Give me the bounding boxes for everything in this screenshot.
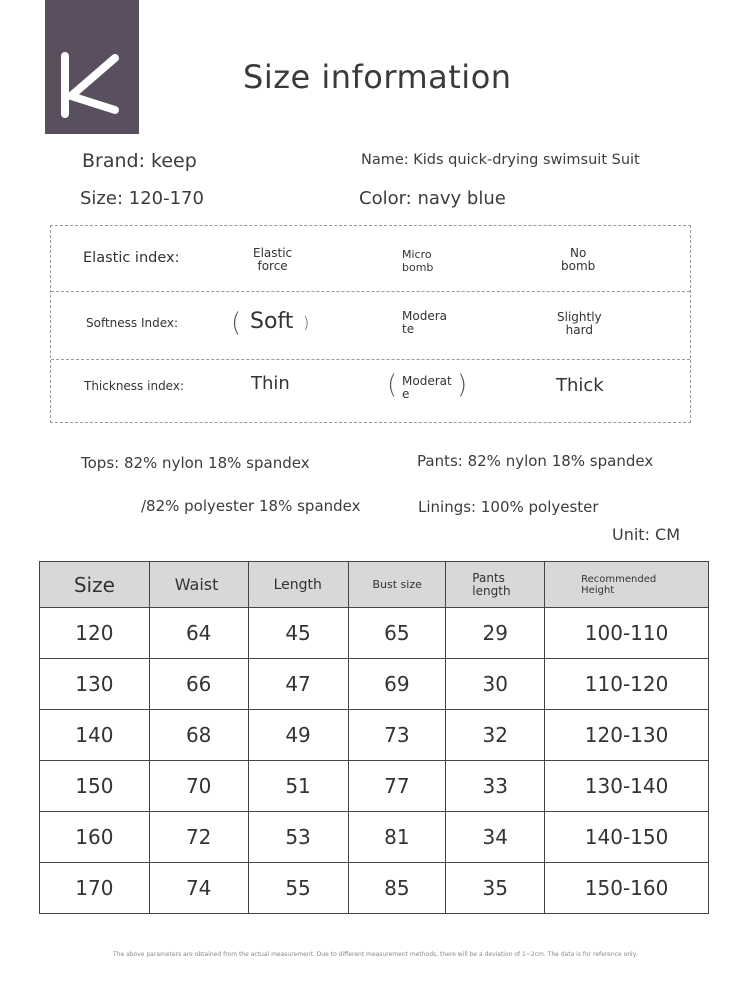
selection-paren-right: ) [303, 313, 310, 332]
table-cell: 30 [446, 659, 545, 710]
table-cell: 85 [348, 863, 446, 914]
table-header-waist: Waist [149, 562, 248, 608]
table-cell: 33 [446, 761, 545, 812]
table-header-row [40, 562, 709, 608]
brand-logo [45, 0, 139, 134]
table-row [40, 761, 709, 812]
table-cell: 74 [149, 863, 248, 914]
table-cell: 35 [446, 863, 545, 914]
thickness-index-label: Thickness index: [84, 379, 184, 393]
softness-option-soft: Soft [250, 309, 294, 334]
tops-material-text: Tops: 82% nylon 18% spandex [81, 454, 310, 472]
size-table [39, 561, 709, 914]
table-row [40, 710, 709, 761]
table-cell: 51 [248, 761, 348, 812]
color-text: Color: navy blue [359, 188, 506, 209]
table-cell: 77 [348, 761, 446, 812]
table-cell: 34 [446, 812, 545, 863]
selection-paren-right: ) [457, 370, 468, 400]
table-cell: 29 [446, 608, 545, 659]
table-row [40, 812, 709, 863]
table-header-size: Size [40, 562, 150, 608]
table-cell: 110-120 [545, 659, 709, 710]
table-cell: 69 [348, 659, 446, 710]
table-cell: 140 [40, 710, 150, 761]
softness-index-label: Softness Index: [86, 316, 179, 330]
elastic-option-micro-bomb: Micro bomb [402, 248, 434, 274]
measurement-footnote: The above parameters are obtained from the actual measurement. Due to different measurement methods, there will be a deviation of 1~2cm. The data is for reference only. [113, 951, 638, 958]
table-header-bust-size: Bust size [348, 562, 446, 608]
pants-material-text: Pants: 82% nylon 18% spandex [417, 452, 654, 470]
softness-option-slightly-hard: Slightly hard [557, 310, 602, 337]
selection-paren-left: ( [231, 308, 242, 338]
table-header-length: Length [248, 562, 348, 608]
thickness-option-thin: Thin [251, 373, 290, 394]
product-name-text: Name: Kids quick-drying swimsuit Suit [361, 152, 640, 168]
table-cell: 64 [149, 608, 248, 659]
table-cell: 47 [248, 659, 348, 710]
table-cell: 81 [348, 812, 446, 863]
brand-text: Brand: keep [82, 150, 197, 172]
fabric-index-box [50, 225, 691, 423]
table-cell: 65 [348, 608, 446, 659]
table-cell: 150 [40, 761, 150, 812]
table-row [40, 659, 709, 710]
table-row [40, 863, 709, 914]
table-cell: 120-130 [545, 710, 709, 761]
elastic-index-row [51, 226, 690, 292]
table-cell: 150-160 [545, 863, 709, 914]
table-cell: 120 [40, 608, 150, 659]
elastic-index-label: Elastic index: [83, 250, 180, 266]
thickness-option-moderate: Moderat e [402, 374, 452, 401]
softness-index-row [51, 292, 690, 360]
table-cell: 140-150 [545, 812, 709, 863]
table-cell: 32 [446, 710, 545, 761]
elastic-option-elastic-force: Elastic force [253, 246, 293, 273]
selection-paren-left: ( [387, 370, 398, 400]
thickness-option-thick: Thick [556, 375, 604, 396]
table-cell: 70 [149, 761, 248, 812]
page-title: Size information [243, 58, 512, 96]
table-cell: 170 [40, 863, 150, 914]
elastic-option-no-bomb: No bomb [561, 246, 596, 273]
size-range-text: Size: 120-170 [80, 188, 204, 209]
table-cell: 72 [149, 812, 248, 863]
table-header-pants-length: Pants length [446, 562, 545, 608]
table-row [40, 608, 709, 659]
softness-option-moderate: Modera te [402, 309, 447, 336]
table-cell: 66 [149, 659, 248, 710]
linings-material-text: Linings: 100% polyester [418, 498, 599, 516]
table-cell: 68 [149, 710, 248, 761]
thickness-index-row [51, 360, 690, 422]
unit-text: Unit: CM [612, 525, 681, 544]
table-cell: 160 [40, 812, 150, 863]
table-cell: 130-140 [545, 761, 709, 812]
table-cell: 53 [248, 812, 348, 863]
table-cell: 49 [248, 710, 348, 761]
table-cell: 73 [348, 710, 446, 761]
table-cell: 130 [40, 659, 150, 710]
k-logo-icon [59, 52, 125, 118]
table-header-recommended-height: Recommended Height [545, 562, 709, 608]
tops-alt-material-text: /82% polyester 18% spandex [141, 497, 361, 515]
table-cell: 55 [248, 863, 348, 914]
table-cell: 100-110 [545, 608, 709, 659]
table-cell: 45 [248, 608, 348, 659]
